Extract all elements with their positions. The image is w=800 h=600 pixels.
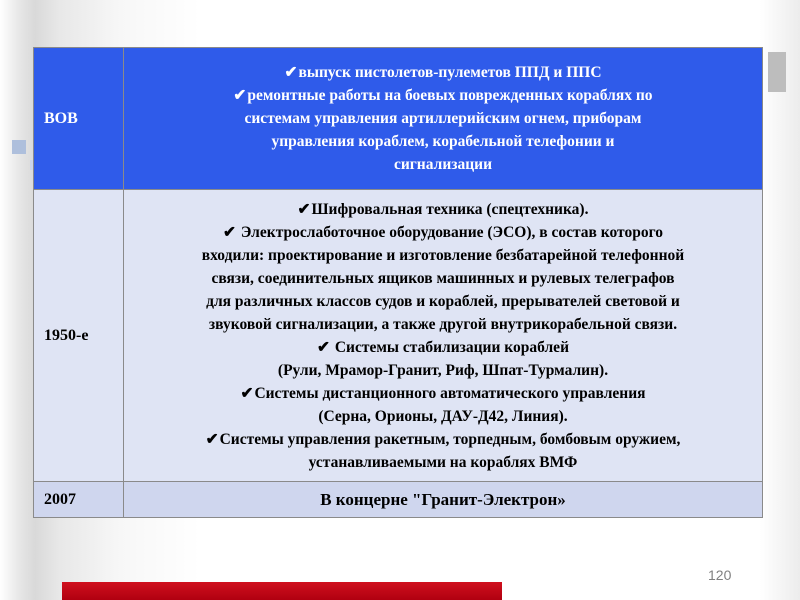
checkmark-icon: ✔ bbox=[240, 384, 254, 402]
content-text: входили: проектирование и изготовление безбатарейной телефонной bbox=[201, 246, 685, 264]
content-text: звуковой сигнализации, а также другой внутрикорабельной связи. bbox=[208, 315, 678, 333]
content-line bbox=[124, 490, 762, 510]
year-label: 2007 bbox=[44, 490, 76, 508]
content-text: системам управления артиллерийским огнем, приборам bbox=[244, 110, 642, 127]
decorative-square bbox=[768, 52, 786, 92]
checkmark-icon: ✔ bbox=[233, 87, 247, 104]
content-text: устанавливаемыми на кораблях ВМФ bbox=[308, 453, 578, 471]
content-line bbox=[130, 405, 756, 428]
content-text: выпуск пистолетов-пулеметов ППД и ППС bbox=[298, 64, 602, 81]
content-line bbox=[130, 428, 756, 451]
content-text: Системы управления ракетным, торпедным, бомбовым оружием, bbox=[219, 430, 681, 448]
content-line bbox=[130, 267, 756, 290]
content-line bbox=[130, 336, 756, 359]
content-cell bbox=[124, 48, 763, 190]
content-cell bbox=[124, 482, 763, 518]
content-line bbox=[130, 382, 756, 405]
checkmark-icon: ✔ bbox=[316, 338, 330, 356]
content-line bbox=[130, 359, 756, 382]
year-cell bbox=[34, 48, 124, 190]
content-text: В концерне "Гранит-Электрон» bbox=[320, 489, 566, 509]
content-text: Системы дистанционного автоматического управления bbox=[254, 384, 646, 402]
table-row-1950s bbox=[34, 190, 763, 482]
content-line bbox=[130, 198, 756, 221]
content-line bbox=[130, 107, 756, 130]
content-text: (Серна, Орионы, ДАУ-Д42, Линия). bbox=[318, 407, 568, 425]
content-line bbox=[130, 221, 756, 244]
checkmark-icon: ✔ bbox=[284, 64, 298, 81]
history-table bbox=[33, 47, 763, 518]
year-label: ВОВ bbox=[44, 109, 78, 127]
table-row-2007 bbox=[34, 482, 763, 518]
checkmark-icon: ✔ bbox=[223, 223, 236, 241]
content-line bbox=[130, 313, 756, 336]
content-line bbox=[130, 130, 756, 153]
checkmark-icon: ✔ bbox=[205, 430, 219, 448]
content-line bbox=[130, 61, 756, 84]
content-line bbox=[130, 84, 756, 107]
page-number: 120 bbox=[708, 567, 732, 583]
year-label: 1950-е bbox=[44, 326, 89, 344]
content-text: ремонтные работы на боевых поврежденных кораблях по bbox=[247, 87, 653, 104]
checkmark-icon: ✔ bbox=[297, 200, 311, 218]
content-text: управления кораблем, корабельной телефонии и bbox=[271, 133, 615, 150]
year-cell bbox=[34, 190, 124, 482]
content-line bbox=[130, 451, 756, 474]
content-text: (Рули, Мрамор-Гранит, Риф, Шпат-Турмалин). bbox=[277, 361, 609, 379]
decorative-red-bar bbox=[62, 582, 502, 600]
content-text: Шифровальная техника (спецтехника). bbox=[311, 200, 589, 218]
content-line bbox=[130, 153, 756, 176]
decorative-square bbox=[12, 140, 26, 154]
table-row-wwii bbox=[34, 48, 763, 190]
content-text: для различных классов судов и кораблей, прерывателей световой и bbox=[206, 292, 680, 310]
content-cell bbox=[124, 190, 763, 482]
content-text: сигнализации bbox=[393, 156, 493, 173]
content-text: связи, соединительных ящиков машинных и рулевых телеграфов bbox=[211, 269, 675, 287]
content-line bbox=[130, 290, 756, 313]
year-cell bbox=[34, 482, 124, 518]
content-text: Электрослаботочное оборудование (ЭСО), в состав которого bbox=[237, 223, 663, 241]
content-line bbox=[130, 244, 756, 267]
content-text: Системы стабилизации кораблей bbox=[330, 338, 569, 356]
